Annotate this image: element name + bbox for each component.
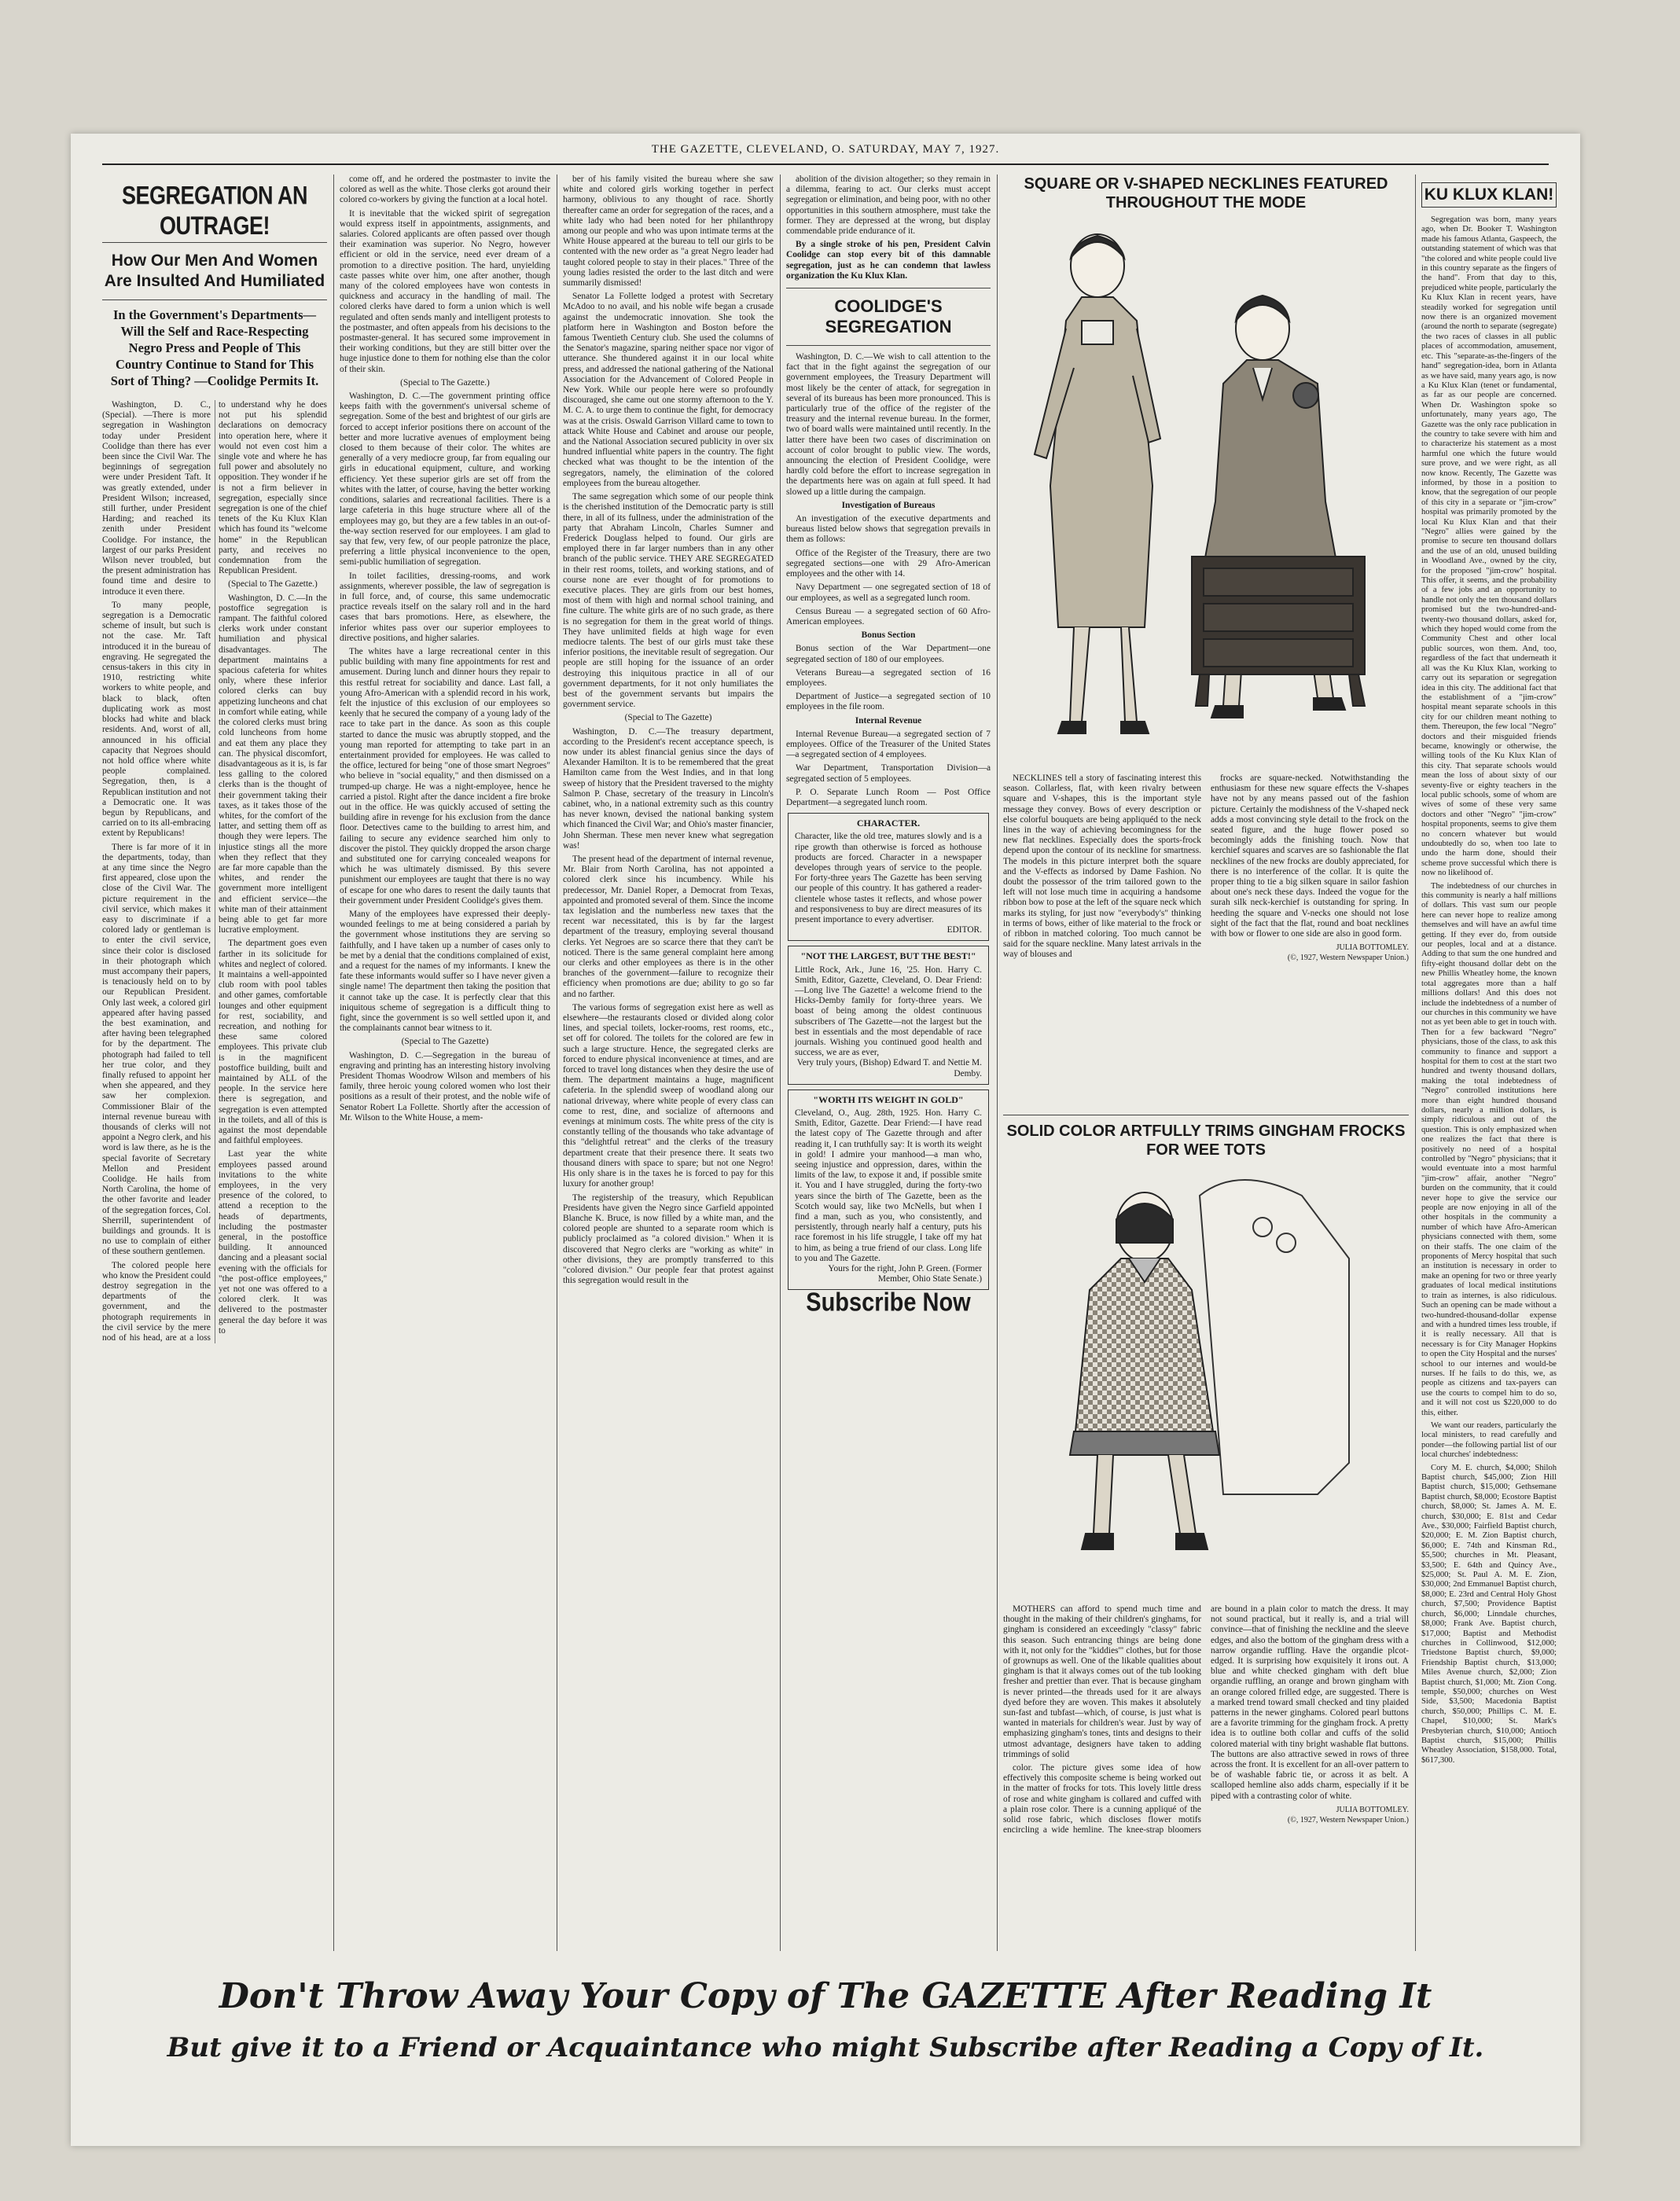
- paragraph: Segregation was born, many years ago, when Dr. Booker T. Washington made his famous Atlanta, Gaspeech, the outstanding statement of which was that "the colored and white people could live in this country separate as the fingers of the hand". From that day to this, prejudiced white people, particularly the Ku Klux Klan in recent years, have steadily worked for segregation until now there is an organized movement (around the north to separate (segregate) the two races of classes in all public places of accommodation, amusement, etc. This "separate-as-the-fingers of the hand" segregation-idea, born in Atlanta as we have said, many years ago, is now a Ku Klux Klan (tenet or fundamental, as far as our people are concerned. When Dr. Washington spoke so unfortunately, many years ago, The Gazette was the only race publication in the country to take severe with him and to characterize his statement as a most harmful one which the future would sure prove, and we were right, as all now know. Recently, The Gazette was informed, by those in a position to know, that the segregation of our people of this city in a separate or "jim-crow" hospital was primarily promoted by the local Ku Klux Klan and that their "Negro" allies were gained by the promise to secure ten thousand dollars and the use of an old, unused building in Woodland Ave., owned by the city, for the proposed "jim-crow" hospital. This offer, it seems, and the probability of a few jobs and an opportunity to handle not only the ten thousand dollars promised but the two-hundred-and-twenty-two thousand dollars, asked for, which they hoped would come from the Community Chest and other local public sources, won them. And, too, regardless of the fact that underneath it all was the Ku Klux Klan, working to carry out its separation or segregation idea in this city. The additional fact that the establishment of a "jim-crow" hospital meant separate schools in this city for our children meant nothing to them. Thereupon, the few local "Negro" doctors and their misguided friends became, knowingly or otherwise, the willing tools of the Ku Klux Klan of this city. That separate schools would mean the loss of about sixty of our seventy-five or eighty teachers in the local public schools, some of whom are wives of some of these very same doctors and other "Negro" "jim-crow" hospital proponents, seems to give them no concern whatever but would undoubtedly do so, when too late to undo the harm done, should their scheme prove successful which there is now no likelihood of.: [1421, 215, 1557, 878]
- necklines-feature: [1003, 175, 1409, 1102]
- rule: [102, 242, 327, 243]
- character-sign: EDITOR.: [947, 925, 982, 935]
- chest-of-drawers: [1192, 557, 1365, 706]
- letter-sign: Very truly yours, (Bishop) Edward T. and Nettie M. Demby.: [796, 1058, 982, 1078]
- character-title: CHARACTER.: [856, 818, 921, 829]
- child-figure: [1070, 1192, 1219, 1549]
- deck-departments: In the Government's Departments—Will the Self and Race-Respecting Negro Press and People of This Country Continue to Stand for This Sort of Thing? —Coolidge Permits It.: [110, 307, 319, 388]
- paragraph: abolition of the division altogether; so they remain in a dilemma, fearing to act. Our clerks must accept segregation or elimination, and being poor, with no other opportunities in this southern atmosphere, must take the former. They are depressed at the wrong, but display commendable pride endurance of it.: [786, 175, 991, 237]
- paragraph: P. O. Separate Lunch Room — Post Office Department—a segregated lunch room.: [786, 787, 991, 807]
- paragraph: The colored people here who know the President could destroy segregation in the departments of the government, and the photograph requirements in the civil service by the mere nod of his head, are at a loss to understand why he does not put his splendid declarations on democracy into operation here, where it would not even cost him a single vote and where he has full power and absolutely no opposition. They wonder if he is not a firm believer in segregation, especially since segregation is one of the chief tenets of the Ku Klux Klan which has found its "welcome home" in the Republican party, and receives no condemnation from the Republican President.: [102, 400, 327, 1343]
- headline-coolidge-segregation: COOLIDGE'S SEGREGATION: [825, 296, 952, 337]
- headline-klan: KU KLUX KLAN!: [1421, 182, 1557, 208]
- letter-title: "WORTH ITS WEIGHT IN GOLD": [813, 1093, 964, 1105]
- paragraph: color. The picture gives some idea of how effectively this composite scheme is being worked out in the matter of frocks for tots. This lovely little dress of rose and white gingham is collared and cuffed with a plain rose color. There is a cunning appliqué of the solid rose fabric, which discloses flower motifs encircling a wide hemline. The knee-strap bloomers are bound in a plain color to match the dress. It may not sound practical, but it really is, and a trial will convince—that of finishing the neckline and the sleeve edges, and also the bottom of the gingham dress with a narrow organdie ruffling. Have the organdie plcot-edged. It is surprising how exquisitely it irons out. A blue and white checked gingham with deft blue organdie ruffling, an orange and brown gingham with an orange colored frilled edge, are suggested. There is a marked trend toward small checked and tiny plaided patterns in the newer ginghams. Colored pearl buttons are a favorite trimming for the gingham frock. A pretty idea is to outline both collar and cuffs of the solid colored material with tiny bright washable flat buttons. The buttons are also attractive sewed in rows of three across the front. It is excellent for an all-over pattern to be of washable fabric tie, or across it as belt. A scalloped hemline also adds charm, especially if it be piped with a contrasting color of white.: [1003, 1604, 1409, 1835]
- paragraph: There is far more of it in the departments, today, than at any time since the Negro first appeared, close upon the close of the Civil War. The picture requirement in the civil service, which makes it easy to discriminate if a colored lady or gentleman is to enter the civil service, since their color is disclosed in their photograph which must accompany their papers, is tenaciously held on to by our Republican President. Only last week, a colored girl appeared after having passed the best examination, and after having been telegraphed for by the department. The photograph had failed to tell her true color, and they finally refused to appoint her when she appeared, and they saw her complexion. Commissioner Blair of the internal revenue bureau with thousands of clerks will not appoint a Negro clerk, and his word is law there, as he is the special favorite of Secretary Mellon and President Coolidge. He hails from North Carolina, the home of the other favorite and leader of the segregation forces, Col. Sherrill, superintendent of buildings and grounds. It is no use to complain of either of these southern gentlemen.: [102, 842, 211, 1257]
- column-3: [563, 175, 774, 1951]
- letter-title: "NOT THE LARGEST, BUT THE BEST!": [800, 950, 976, 962]
- paragraph: MOTHERS can afford to spend much time and thought in the making of their children's ginghams, for gingham is considered an exceedingly "classy" fabric this season. Such entrancing things are being done with it, not only for the "kiddies'" clothes, but for those of grownups as well. One of the likable qualities about gingham is that it always comes out of the tub looking fresher and prettier than ever. That is because gingham is never printed—the threads used for it are always dyed before they are woven. This makes it absolutely sun-fast and tubfast—which, of course, is just what is wanted in materials for children's wear. Just by way of emphasizing gingham's tones, tints and designs to their utmost advantage, designers have taken to adding trimmings of solid: [1003, 1604, 1201, 1759]
- letter-body: Little Rock, Ark., June 16, '25. Hon. Harry C. Smith, Editor, Gazette, Cleveland, O. Dear Friend:—Long live The Gazette! a welcome friend to the Hicks-Demby family for forty-three years. We boast of being among the oldest continuous subscribers of The Gazette—not the largest but the best in essentials and the most dependable of race journals. Wishing you continued good health and success, we are as ever,: [795, 965, 982, 1058]
- column-4: [786, 175, 991, 1951]
- paragraph: The present head of the department of internal revenue, Mr. Blair from North Carolina, has not appointed a colored clerk since his incumbency. While his predecessor, Mr. Daniel Roper, a Democrat from Texas, appointed and promoted several of them. Since the income tax legislation and the numberless new taxes that the recent war necessitated, this is by far the largest department of the treasury, employing several thousand clerks. Yet Negroes are so scarce there that they can't be noticed. There is the same general complaint here among our clerks and other employees as there is in the other branches of the government—failure to recognize their efficiency when promotions are due; ability to go so far and no farther.: [563, 854, 774, 999]
- character-box: [788, 813, 989, 941]
- column-rule: [333, 175, 334, 1951]
- paragraph: Veterans Bureau—a segregated section of 16 employees.: [786, 667, 991, 688]
- paragraph: To many people, segregation is a Democratic scheme of insult, but such is not the case. Mr. Taft introduced it in the bureau of engraving. He segregated the census-takers in this city in 1910, restricting white workers to white people, and black to black, often duplicating work as most blocks had white and black residents. And, worst of all, announced in his official capacity that Negroes should not hold office where white people complained. Segregation, then, is a Republican institution and not a Democratic one. It was begun by Republicans, and carried on to its all-embracing extent by Republicans!: [102, 600, 211, 839]
- paragraph: Internal Revenue Bureau—a segregated section of 7 employees. Office of the Treasurer of the United States—a segregated section of 4 employees.: [786, 729, 991, 760]
- paragraph: Senator La Follette lodged a protest with Secretary McAdoo to no avail, and his noble wife began a crusade against the undemocratic innovation. She took the platform here in Washington and Boston before the famous Twentieth Century club. She used the columns of the Senator's magazine, sparing neither space nor vigor of utterance. She thundered against it in our local white press, and addressed the national gathering of the National Association for the Advancement of Colored People in New York. While our people here were so profoundly discouraged, she came out one stormy afternoon to the Y. M. C. A. to urge them to continue the fight, for democracy was at the crisis. Oswald Garrison Villard came to town to attack White House and Cabinet and arouse our people, and the National Association secured publicity in over six hundred influential white papers in the country. The fight checked what was thought to be the intention of the segregators, namely, the elimination of the colored employees from the bureau altogether.: [563, 292, 774, 488]
- byline: JULIA BOTTOMLEY.: [1336, 1805, 1409, 1814]
- paragraph: Cory M. E. church, $4,000; Shiloh Baptist church, $45,000; Zion Hill Baptist church, $15,000; Gethsemane Baptist church, $8,000; Ecostore Baptist church, $8,000; St. James A. M. E. church, $30,000; E. 81st and Cedar Ave., $30,000; Fairfield Baptist church, $20,000; E. M. Zion Baptist church, $6,000; E. 74th and Kinsman Rd., $5,500; churches in Mt. Pleasant, $3,500; E. 64th and Quincy Ave., $25,000; St. Paul A. M. E. Zion, $30,000; 2nd Emmanuel Baptist church, $8,000; E. 23rd and Central Holy Ghost church, $7,500; Providence Baptist church, $6,000; Linndale churches, $8,000; Frank Ave. Baptist church, $17,000; Baptist and Methodist churches in Collinwood, $12,000; Triedstone Baptist church, $9,000; Friendship Baptist church, $13,000; Miles Avenue church, $2,000; Zion Baptist church, $1,000; Mt. Zion Cong. temple, $50,000; churches on West Side, $3,500; Macedonia Baptist church, $50,000; Phillips C. M. E. Chapel, $10,000; St. Mark's Presbyterian church, $10,000; Antioch Baptist church, $15,000; Phillis Wheatley Association, $158,000. Total, $617,300.: [1421, 1463, 1557, 1765]
- letter-sign: Yours for the right, John P. Green. (Former Member, Ohio State Senate.): [828, 1264, 982, 1284]
- paragraph: War Department, Transportation Division—a segregated section of 5 employees.: [786, 763, 991, 784]
- paragraph: Washington, D. C., (Special). —There is more segregation in Washington today under President Coolidge than there has ever been since the Civil War. The beginnings of segregation were under President Taft. It was greatly extended, under President Wilson; increased, still further, under President Harding; and reached its zenith under President Coolidge. For instance, the largest of our parks President Wilson never troubled, but the present administration has found time and desire to introduce it even there.: [102, 400, 211, 597]
- paragraph: come off, and he ordered the postmaster to invite the colored as well as the white. Those clerks got around their colored co-workers by giving the function at a local hotel.: [340, 175, 550, 205]
- paragraph: NECKLINES tell a story of fascinating interest this season. Collarless, flat, with keen rivalry between square and V-shapes, this is the important style message they convey. Bows of every description or else colorful bouquets are being appliquéd to the neck lines in the way of achieving becomingness for the new flat necklines. Especially does the sports-frock depend upon the contour of its neckline for smartness. The models in this picture interpret both the square and the V-effects as indorsed by Dame Fashion. No doubt the possessor of the trim tailored gown to the left will not lose much time in acquiring a handsome ribbon bow to pose at the left of the square neck which marks its styling, for just now "everybody's" thinking in terms of bows, either of like material to the frock or of ribbon in matched coloring. Too much cannot be said for the square neckline. Many latest arrivals in the way of blouses and: [1003, 773, 1201, 960]
- special-dateline: (Special to The Gazette): [624, 713, 712, 723]
- paragraph: frocks are square-necked. Notwithstanding the enthusiasm for these new square effects the V-shapes have not by any means passed out of the fashion picture. Certainly the modishness of the V-shaped neck adds a most convincing style detail to the frock on the seated figure, and the huge flower posed so becomingly adds the finishing touch. Now that kerchief squares and scarves are so fashionable the flat necklines of the new frocks are doubly appreciated, for there is no interference of the collar. It is quite the proper thing to tie a big silken square in sailor fashion about one's neck these days. Indeed the vogue for the surah silk neck-kerchief is outstanding for spring. In heeding the square and V-necks one should not lose sight of the fact that the flat, round and boat necklines with bow or flower to one side are also in good form.: [1211, 773, 1409, 939]
- paragraph: ber of his family visited the bureau where she saw white and colored girls working together in perfect harmony, oblivious to any thought of race. Shortly thereafter came an order for segregation of the races, and a white lady who had been noted for her philanthropy among our people and who was upon intimate terms at the White House appeared at the bureau to tell our girls to be contented with the new order as "a great Negro leader had taught colored people to stay in their places." Three of the young ladies resisted the order to the last ditch and were summarily dismissed!: [563, 175, 774, 288]
- subscribe-now: Subscribe Now: [806, 1288, 971, 1317]
- paragraph: Last year the white employees passed around invitations to the white employees, in the very presence of the colored, to attend a reception to the heads of departments, including the postmaster general, in the postoffice building. It announced dancing and a pleasant social evening with the officials for "the post-office employees," yet not one was offered to a colored clerk. It was delivered to the postmaster general the day before it was to: [219, 1149, 327, 1336]
- gingham-body: [1003, 1604, 1409, 1835]
- column-1: [102, 175, 327, 1951]
- column-2: [340, 175, 550, 1951]
- byline: JULIA BOTTOMLEY.: [1336, 943, 1409, 953]
- paragraph: The department goes even farther in its solicitude for whites and neglect of colored. It maintains a well-appointed club room with pool tables and other games, comfortable lounges and other equipment for rest, sociability, and recreation, and nothing for these same colored employees. This private club is in the magnificent postoffice building, built and maintained by ALL of the people. In the service here there is segregation, and segregation is even attempted in the toilets, and all of this is against the most dependable and faithful employees.: [219, 939, 327, 1146]
- gingham-feature: [1003, 1108, 1409, 1949]
- gingham-headline: SOLID COLOR ARTFULLY TRIMS GINGHAM FROCKS FOR WEE TOTS: [1006, 1123, 1406, 1159]
- paragraph: Washington, D. C.—We wish to call attention to the fact that in the fight against the segregation of our government employees, the Treasury Department will most likely be the center of attack, for segregation in several of its bureaus has been more pronounced. This is particularly true of the office of the register of the treasury and the internal revenue bureau. In the former, two of board walls were maintained until recently. In the latter there have been two cases of discrimination on account of color brought to public view. The words, announcing the election of President Coolidge, were hardly cold before the effort to increase segregation in the departments here was on again at full speed. It had slowed up a little during the campaign.: [786, 352, 991, 497]
- letter-demby: [788, 946, 989, 1084]
- top-rule: [102, 164, 1549, 165]
- copyright: (©, 1927, Western Newspaper Union.): [1287, 1816, 1409, 1825]
- paragraph: Many of the employees have expressed their deeply-wounded feelings to me at being considered a pariah by the government whose institutions they are serving so faithfully, and I have taken up a number of cases only to be met by a denial that the conditions complained of exist, and a request for the names of my informants. I knew the fate these informants would suffer so I have never given a single name! The department then taking the position that it cannot take up the case. It is perfectly clear that this iniquitous scheme of segregation is a difficult thing to fight, since the government is so well settled upon it, and the complainants cannot bear witness to it.: [340, 909, 550, 1034]
- rule: [786, 345, 991, 346]
- paragraph: Washington, D. C.—Segregation in the bureau of engraving and printing has an interesting history involving President Thomas Woodrow Wilson and members of his family, three heroic young colored women who lost their positions as a result of their protest, and the noble wife of Senator Robert La Follette. Shortly after the accession of Mr. Wilson to the White House, a mem-: [340, 1050, 550, 1123]
- necklines-illustration: [1003, 219, 1409, 769]
- necklines-body: [1003, 773, 1409, 964]
- subhead: Bonus Section: [861, 630, 916, 641]
- paragraph: Bonus section of the War Department—one segregated section of 180 of our employees.: [786, 644, 991, 664]
- column-rule: [997, 175, 998, 1951]
- paragraph: Department of Justice—a segregated section of 10 employees in the file room.: [786, 692, 991, 712]
- letter-green: [788, 1089, 989, 1291]
- page-folio: THE GAZETTE, CLEVELAND, O. SATURDAY, MAY 7, 1927.: [651, 143, 1000, 156]
- chair-background: [1200, 1180, 1349, 1494]
- paragraph: An investigation of the executive departments and bureaus listed below shows that segregation prevails in them as follows:: [786, 514, 991, 545]
- headline-segregation: SEGREGATION AN OUTRAGE!: [121, 181, 307, 241]
- paragraph: Office of the Register of the Treasury, there are two segregated sections—one with 29 Afro-American employees and the other with 14.: [786, 548, 991, 579]
- subhead: Investigation of Bureaus: [841, 500, 936, 510]
- necklines-headline: SQUARE OR V-SHAPED NECKLINES FEATURED THROUGHOUT THE MODE: [1024, 175, 1388, 211]
- special-dateline: (Special to The Gazette.): [228, 579, 318, 590]
- subhead-insulted: How Our Men And Women Are Insulted And Humiliated: [104, 252, 325, 290]
- gingham-illustration: [1003, 1164, 1409, 1604]
- newspaper-page: [71, 134, 1580, 2146]
- paragraph: The registership of the treasury, which Republican Presidents have given the Negro since Garfield appointed Blanche K. Bruce, is now filled by a white man, and the colored people are shunted to a separate room which is publicly proclaimed as "a colored division." When it is discovered that Negro clerks are "working as white" in other divisions, they are promptly transferred to this "colored division." Our people fear that protest against this segregation would result in the: [563, 1192, 774, 1286]
- banner-line-2: But give it to a Friend or Acquaintance who might Subscribe after Reading a Copy of It.: [167, 2032, 1484, 2063]
- column-klan: [1421, 175, 1557, 1951]
- paragraph: Navy Department — one segregated section of 18 of our employees, as well as a segregated lunch room.: [786, 582, 991, 603]
- paragraph: The various forms of segregation exist here as well as elsewhere—the restaurants closed or divided along color lines, and special toilets, locker-rooms, rest rooms, etc., set off for colored. The toilets for the colored are few in such a large structure. Hence, the segregated clerks are forced to endure physical inconvenience at times, and are forced to travel long distances when they desire the use of them. The department maintains a huge, magnificent cafeteria. In the splendid sweep of woodland along our national driveway, where white people of every class can come to rest, dine, and socialize of afternoons and evenings at minimum costs. The white press of the city is constantly telling of the thousands who take advantage of this "delightful retreat" and the clerks of the treasury department create that their presence there. It seats two thousand diners with space to spare; but not one Negro! His only share is in the taxes he is forced to pay for this luxury for another group!: [563, 1002, 774, 1189]
- subhead: Internal Revenue: [855, 715, 922, 726]
- paragraph: It is inevitable that the wicked spirit of segregation would express itself in appointments, assignments, and salaries. Colored applicants are often passed over though their examination was superior. No Negro, however efficient or old in the service, need ever dream of a promotion to a directive position. The hard, unyielding caste passes white over him, one after another, though many of the colored employees have won contests in quickness and accuracy in the handling of mail. The colored clerks have dared to form a union which is well regulated and often sends manly and intelligent protests to the postmaster, and often appeals from his decisions to the postmaster-general. It has secured some improvement in their working conditions, but they are still bitter over the huge injustice done to them for nothing else than the color of their skin.: [340, 208, 550, 374]
- column-rule: [780, 175, 781, 1951]
- paragraph: We want our readers, particularly the local ministers, to read carefully and ponder—the following partial list of our local churches' indebtedness:: [1421, 1420, 1557, 1460]
- paragraph: Census Bureau — a segregated section of 60 Afro-American employees.: [786, 606, 991, 626]
- special-dateline: (Special to The Gazette): [401, 1037, 489, 1047]
- special-dateline: (Special to The Gazette.): [400, 377, 490, 388]
- standing-woman-figure: [1035, 234, 1160, 733]
- paragraph: The same segregation which some of our people think is the cherished institution of the Democratic party is still there, in all of its fullness, under the administration of the party that Abraham Lincoln, Charles Sumner and Frederick Douglass helped to found. Our girls are employed there in far larger numbers than in any other branch of the public service. THEY ARE SEGREGATED in their rest rooms, toilets, and working stations, and of course none are ever thought of for promotions to executive places. They are girls from our best homes, most of them with high and normal school training, and fine culture. The white girls are of no such grade, as there is no segregation for them in the great world of things. They have unlimited fields at high wage for even mediocre talents. The best of our girls must take these inferior positions, the inevitable result of segregation. Our people are still hoping for the issuance of an order destroying this iniquitous practice in all of our government departments, for it not only humiliates the best of the government servants but impairs the government service.: [563, 492, 774, 710]
- character-body: Character, like the old tree, matures slowly and is a ripe growth than otherwise is forced as hothouse products are forced. Character in a newspaper developes through years of service to the people. For forty-three years The Gazette has been serving our people of this country. It has gathered a reader-clientele whose tastes it reflects, and whose power and responsiveness to buy are direct measures of its present importance to every advertiser.: [795, 832, 982, 924]
- rule: [102, 299, 327, 300]
- paragraph: The whites have a large recreational center in this public building with many fine appointments for rest and amusement. During lunch and dinner hours they repair to this restful retreat for sociability and dance. Last fall, a young Afro-American with a splendid record in his work, felt the injustice of this exclusion of our employees so keenly that he secured the company of a young lady of the race to take part in the dance. As soon as this couple started to dance the music was abruptly stopped, and the young man reported for attempting to take part in an entertainment provided for employees. He was called to the office, lectured for being "one of those smart Negroes" who believe in "social equality," and then dismissed on a trumped-up charge. He was a night-employee, hence he carried a pistol. Right after the dance incident a fire broke out in the office. He was quickly accused of setting the building afire in revenge for his exclusion from the dance floor. Detectives came to the building to arrest him, and failing to secure any evidence searched him only to discover the pistol. They quickly dropped the arson charge and substituted one for carrying concealed weapons for which he was ultimately dismissed. By this severe punishment our employees are taught that there is no way of escape for one who dares to resent the daily taunts that their government under President Coolidge's gives them.: [340, 646, 550, 906]
- paragraph: By a single stroke of his pen, President Calvin Coolidge can stop every bit of this damnable segregation, just as he can condemn that lawless organization the Ku Klux Klan.: [786, 240, 991, 281]
- paragraph: Washington, D. C.—The government printing office keeps faith with the government's universal scheme of segregation. Some of the best and brightest of our girls are forced to accept inferior positions there on account of the better and more lucrative avenues of employment being closed to them because of their color. The whites are generally of a very mediocre group, far from equaling our girls in educational equipment, culture, and working efficiency. Yet these superior girls are set off from the whites with the latter, of course, having the better working conditions, salaries and recreational facilities. There is a large cafeteria in this huge structure where all of the employees may go, but they are a few tables in an out-of-the-way section reserved for our employees. I am glad to say that few, very few, of our people patronize the place, preferring a little physical inconvenience to the open, semi-public humiliation of segregation.: [340, 391, 550, 568]
- column-rule: [1415, 175, 1416, 1951]
- paragraph: Washington, D. C.—In the postoffice segregation is rampant. The faithful colored clerks work under constant humiliation and physical disadvantages. The department maintains a spacious cafeteria for whites only, where these inferior colored clerks can buy appetizing luncheons and chat in comfort while eating, while the colored clerks must bring cold luncheons from home and eat them any place they can. The physical discomfort, disadvantageous as it is, is far less galling to the colored clerks than is the thought of their government taking their taxes, as it takes those of the whites, for the comfort of the latter, and setting them off as though they were lepers. The injustice stings all the more when they reflect that they are far more capable than the whites, and render the government more intelligent and efficient service—the white man of their attainment being able to get far more lucrative employment.: [219, 593, 327, 935]
- banner-line-1: Don't Throw Away Your Copy of The GAZETTE After Reading It: [219, 1976, 1432, 2016]
- paragraph: In toilet facilities, dressing-rooms, and work assignments, wherever possible, the law of segregation is in full force, and, of course, this same undemocratic practice reveals itself on the salary roll and in the hard cases that bars promotions. Here, as elsewhere, the inferior whites pass over our superior employees to directive positions, and higher salaries.: [340, 571, 550, 643]
- paragraph: Washington, D. C.—The treasury department, according to the President's recent acceptance speech, is now under its ablest financial genius since the days of Alexander Hamilton. It is to be remembered that the great Hamilton came from the West Indies, and in that long sweep of history that the President traversed to the mighty Salmon P. Chase, secretary of the treasury in Lincoln's cabinet, who, in a national extremity such as this country has never known, devised the national banking system which financed the Civil War; and Ohio's master financier, John Sherman. These men never knew what segregation was!: [563, 726, 774, 851]
- paragraph: The indebtedness of our churches in this community is nearly a half millions of dollars. This vast sum our people here can never hope to realize among themselves and will have an awful time getting. If they ever do, from outside our peoples, local and at a distance. Adding to that sum the one hundred and fifty-eight thousand dollar debt on the new Phillis Wheatley home, the known total aggregates more than a half millions dollars! And this does not include the indebtedness of a number of our churches in this community we have not as yet been able to get in touch with. Then for a few backward "Negro" physicians, those of the class, to ask this community to finance and support a hospital for them to cost at the start two hundred and twenty thousand dollars, making the total indebtedness of "Negro" controlled institutions here more than eight hundred thousand dollars, nearly a million dollars, is simply ridiculous and out of the question. This is only emphasized when one realizes the fact that there is positively no need of a hospital controlled by "Negro" physicians; that it would eventuate into a most harmful "jim-crow" affair, another "Negro" burden on the community, that it could never hope to give the service our people are now enjoying in all of the other hospitals in the community a number of which have Afro-American physicians connected with them, some on their staffs. The one claim of the proponents of Mercy hospital that such an institution is necessary in order to make an opening for two or three yearly graduates of local medical institutions to train as internes, is also ridiculous. Such an opening can be made without a two-hundred-thousand-dollar expense and with a hundred times less trouble, if it is really necessary. All that is necessary is for City Manager Hopkins to open the City Hospital and the nurses' school to our internes and would-be nurses. If he fails to do this, we, as people as citizens and tax-payers can use the courts to compel him to do so, and it will not cost us $220,000 to do this, either.: [1421, 881, 1557, 1417]
- letter-body: Cleveland, O., Aug. 28th, 1925. Hon. Harry C. Smith, Editor, Gazette. Dear Friend:—I have read the latest copy of The Gazette through and after reading it, I can truthfully say: It is worth its weight in gold! I admire your manhood—a man who, seeing injustice and oppression, dares, within the limits of the law, to expose it and, if possible smite it. You and I have struggled, during the forty-two years since the birth of The Gazette, been as the Scotch would say, like two McNells, but when I find a man, such as you, who consistently, and persistently, through nearly half a century, puts his race foremost in his life struggle, I take off my hat to him, as being a true friend of our class. Long life to you and The Gazette.: [795, 1108, 982, 1263]
- col1-body: [102, 400, 327, 1343]
- copyright: (©, 1927, Western Newspaper Union.): [1287, 954, 1409, 963]
